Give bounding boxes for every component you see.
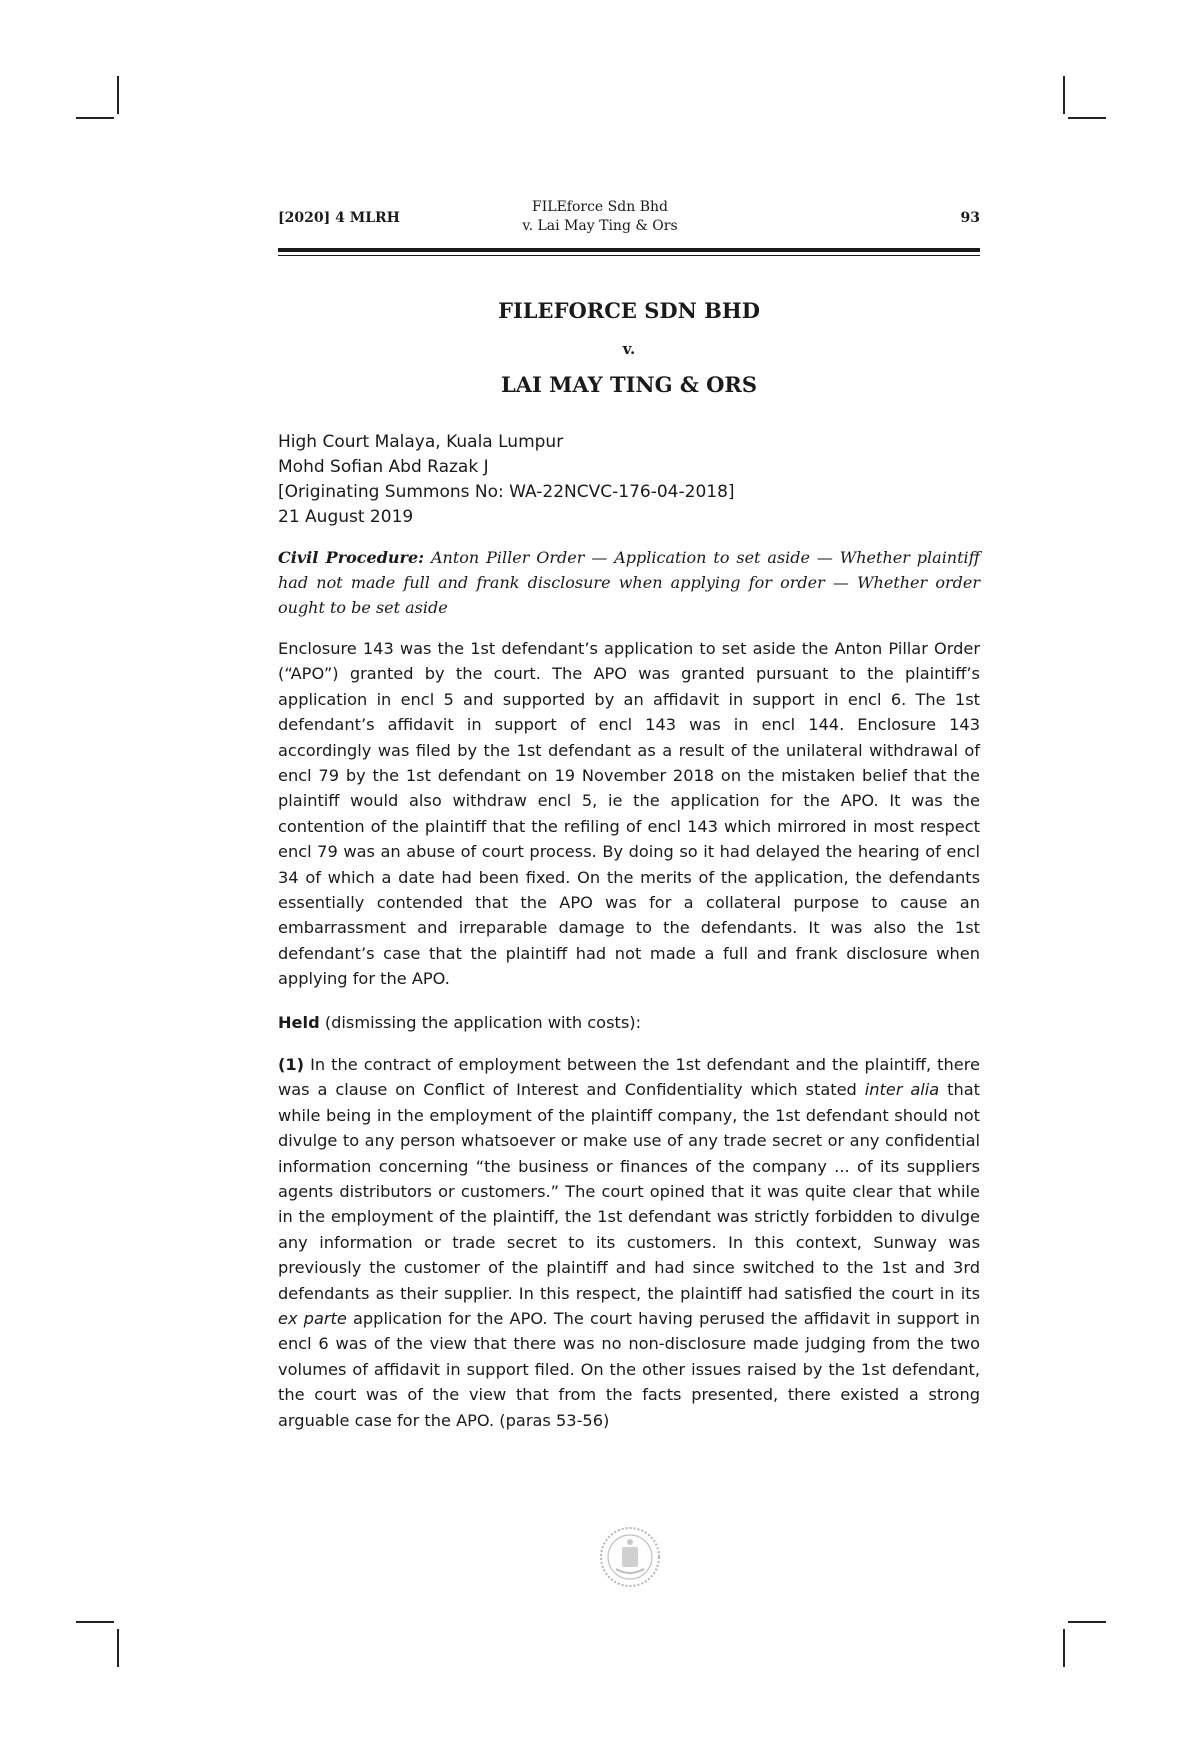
held-line	[278, 1010, 980, 1035]
holding-text: that while being in the employment of the plaintiff company, the 1st defendant should not divulge to any person whatsoever or make use of any trade secret or any confidential information concerning “the business or finances of the company ... of its suppliers agents distributors or customers.” The court opined that it was quite clear that while in the employment of the plaintiff, the 1st defendant was strictly forbidden to divulge any information or trade secret to its customers. In this context, Sunway was previously the customer of the plaintiff and had since switched to the 1st and 3rd defendants as their supplier. In this respect, the plaintiff had satisfied the court in its	[278, 1080, 980, 1303]
catchwords	[278, 545, 980, 620]
crop-mark	[1068, 1621, 1106, 1623]
running-case-name	[500, 198, 700, 236]
judge-name: Mohd Sofian Abd Razak J	[278, 457, 489, 477]
holding-italic: ex parte	[278, 1309, 347, 1329]
crop-mark	[1068, 117, 1106, 119]
catchwords-subject: Civil Procedure:	[278, 548, 425, 567]
running-case-line-2: v. Lai May Ting & Ors	[522, 218, 678, 234]
header-rule	[278, 248, 980, 252]
held-label: Held	[278, 1013, 320, 1032]
plaintiff-title: FILEFORCE SDN BHD	[498, 298, 760, 323]
court-seal-icon	[598, 1525, 662, 1589]
holding-italic: inter alia	[864, 1080, 940, 1100]
page-number: 93	[960, 210, 980, 226]
crop-mark	[1063, 1629, 1065, 1667]
header-rule-thin	[278, 255, 980, 256]
catchwords-text: Anton Piller Order — Application to set aside — Whether plaintiff had not made full and frank disclosure when applying for order — Whether order ought to be set aside	[278, 548, 980, 617]
court-details	[278, 430, 980, 530]
report-citation: [2020] 4 MLRH	[278, 210, 400, 226]
summons-number: [Originating Summons No: WA-22NCVC-176-04-2018]	[278, 482, 735, 502]
judgment-date: 21 August 2019	[278, 507, 414, 527]
holding-paragraph	[278, 1052, 980, 1433]
held-text: (dismissing the application with costs):	[319, 1013, 642, 1032]
crop-mark	[76, 1621, 114, 1623]
court-name: High Court Malaya, Kuala Lumpur	[278, 432, 564, 452]
versus-label: v.	[622, 340, 636, 358]
crop-mark	[117, 1629, 119, 1667]
holding-text: application for the APO. The court having perused the affidavit in support in encl 6 was of the view that there was no non-disclosure made judging from the two volumes of affidavit in support filed. On the other issues raised by the 1st defendant, the court was of the view that from the facts presented, there existed a strong arguable case for the APO. (paras 53-56)	[278, 1309, 980, 1430]
holding-number: (1)	[278, 1055, 305, 1074]
holding-text: In the contract of employment between the 1st defendant and the plaintiff, there was a clause on Conflict of Interest and Confidentiality which stated	[278, 1055, 980, 1100]
defendant-title: LAI MAY TING & ORS	[500, 372, 758, 397]
crop-mark	[117, 76, 119, 114]
crop-mark	[76, 117, 114, 119]
running-case-line-1: FILEforce Sdn Bhd	[532, 199, 668, 215]
summary-paragraph: Enclosure 143 was the 1st defendant’s application to set aside the Anton Pillar Order (“APO”) granted by the court. The APO was granted pursuant to the plaintiff’s application in encl 5 and supported by an affidavit in support in encl 6. The 1st defendant’s affidavit in support of encl 143 was in encl 144. Enclosure 143 accordingly was filed by the 1st defendant as a result of the unilateral withdrawal of encl 79 by the 1st defendant on 19 November 2018 on the mistaken belief that the plaintiff would also withdraw encl 5, ie the application for the APO. It was the contention of the plaintiff that the refiling of encl 143 which mirrored in most respect encl 79 was an abuse of court process. By doing so it had delayed the hearing of encl 34 of which a date had been fixed. On the merits of the application, the defendants essentially contended that the APO was for a collateral purpose to cause an embarrassment and irreparable damage to the defendants. It was also the 1st defendant’s case that the plaintiff had not made a full and frank disclosure when applying for the APO.	[278, 639, 980, 989]
crop-mark	[1063, 76, 1065, 114]
